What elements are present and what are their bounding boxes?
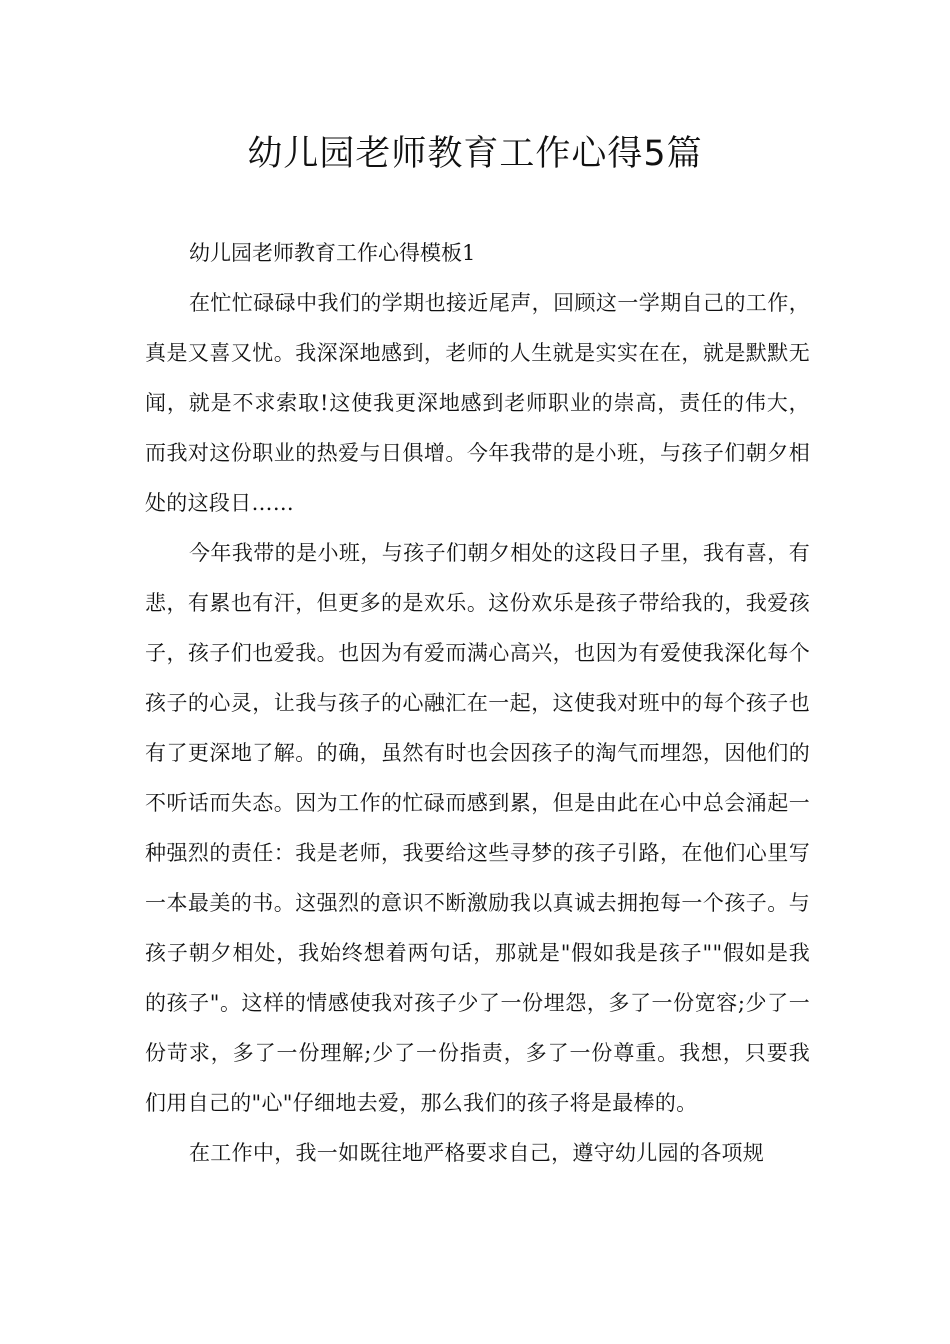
document-title: 幼儿园老师教育工作心得5篇 bbox=[247, 134, 703, 174]
paragraph-1: 在忙忙碌碌中我们的学期也接近尾声，回顾这一学期自己的工作，真是又喜又忧。我深深地感到，老师的人生就是实实在在，就是默默无闻，就是不求索取!这使我更深地感到老师职业的崇高，责任的伟大，而我对这份职业的热爱与日俱增。今年我带的是小班，与孩子们朝夕相处的这段日…… bbox=[145, 291, 810, 515]
paragraph-3: 在工作中，我一如既往地严格要求自己，遵守幼儿园的各项规 bbox=[189, 1141, 765, 1165]
section-heading: 幼儿园老师教育工作心得模板1 bbox=[189, 241, 476, 265]
paragraph-2: 今年我带的是小班，与孩子们朝夕相处的这段日子里，我有喜，有悲，有累也有汗，但更多的是欢乐。这份欢乐是孩子带给我的，我爱孩子，孩子们也爱我。也因为有爱而满心高兴，也因为有爱使我深化每个孩子的心灵，让我与孩子的心融汇在一起，这使我对班中的每个孩子也有了更深地了解。的确，虽然有时也会因孩子的淘气而埋怨，因他们的不听话而失态。因为工作的忙碌而感到累，但是由此在心中总会涌起一种强烈的责任：我是老师，我要给这些寻梦的孩子引路，在他们心里写一本最美的书。这强烈的意识不断激励我以真诚去拥抱每一个孩子。与孩子朝夕相处，我始终想着两句话，那就是"假如我是孩子""假如是我的孩子"。这样的情感使我对孩子少了一份埋怨，多了一份宽容;少了一份苛求，多了一份理解;少了一份指责，多了一份尊重。我想，只要我们用自己的"心"仔细地去爱，那么我们的孩子将是最棒的。 bbox=[145, 541, 810, 1115]
document-body bbox=[145, 228, 810, 1178]
